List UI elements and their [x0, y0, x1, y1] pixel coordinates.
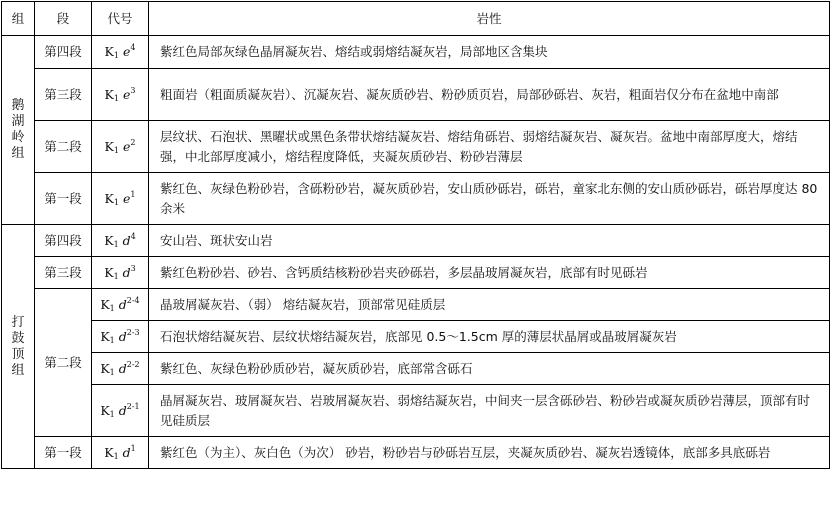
code-base: K: [100, 296, 110, 312]
code-sup: 4: [130, 43, 136, 52]
code-sup: 1: [130, 189, 136, 199]
section-cell: 第一段: [35, 437, 92, 469]
code-sup: 4: [130, 231, 136, 241]
code-letter: d: [122, 444, 131, 460]
code-sup: 1: [130, 443, 136, 453]
header-code: 代号: [92, 2, 149, 36]
lithology-cell: 安山岩、斑状安山岩: [149, 225, 830, 257]
code-base: K: [104, 264, 114, 280]
table-row: [2, 321, 830, 353]
code-letter: e: [122, 44, 131, 59]
group-name-char: 湖: [11, 114, 25, 129]
code-sub: 1: [109, 367, 115, 377]
code-sup: 3: [130, 263, 136, 273]
table-row: [2, 385, 830, 437]
code-cell: [92, 437, 149, 469]
lithology-cell: 紫红色局部灰绿色晶屑凝灰岩、熔结或弱熔结凝灰岩，局部地区含集块: [149, 36, 830, 69]
code-base: K: [104, 138, 114, 154]
lithology-cell: 晶玻屑凝灰岩、（弱） 熔结凝灰岩，顶部常见硅质层: [149, 289, 830, 321]
code-sub: 1: [113, 197, 119, 207]
lithology-cell: 紫红色、灰绿色粉砂岩，含砾粉砂岩，凝灰质砂岩，安山质砂砾岩，砾岩，童家北东侧的安山质砂砾岩，砾岩厚度达 80 余米: [149, 173, 830, 225]
code-sub: 1: [113, 451, 119, 461]
lithology-cell: 紫红色粉砂岩、砂岩、含钙质结核粉砂岩夹砂砾岩，多层晶玻屑凝灰岩，底部有时见砾岩: [149, 257, 830, 289]
section-cell: 第四段: [35, 36, 92, 69]
group-name-char: 鼓: [11, 330, 25, 346]
code-base: K: [100, 402, 110, 418]
code-cell: [92, 385, 149, 437]
code-letter: d: [122, 232, 131, 248]
section-cell: 第二段: [35, 289, 92, 437]
lithology-cell: 层纹状、石泡状、黑曜状或黑色条带状熔结凝灰岩、熔结角砾岩、弱熔结凝灰岩、凝灰岩。盆地中南部厚度大，熔结强，中北部厚度减小，熔结程度降低，夹凝灰质砂岩、粉砂岩薄层: [149, 121, 830, 173]
code-sub: 1: [113, 51, 119, 60]
code-cell: [92, 69, 149, 121]
lithology-cell: 石泡状熔结凝灰岩、层纹状熔结凝灰岩，底部见 0.5～1.5cm 厚的薄层状晶屑或晶玻屑凝灰岩: [149, 321, 830, 353]
group-name: [2, 315, 34, 379]
code-sup: 2-4: [126, 295, 140, 305]
code-sub: 1: [113, 93, 119, 103]
code-sub: 1: [109, 303, 115, 313]
group-name-char: 顶: [11, 346, 25, 362]
group-name: [2, 98, 34, 162]
section-cell: 第三段: [35, 257, 92, 289]
code-sup: 2: [130, 137, 136, 147]
group-cell: [2, 225, 35, 469]
header-group: 组: [2, 2, 35, 36]
code-letter: e: [122, 190, 131, 206]
code-sub: 1: [109, 335, 115, 345]
table-row: [2, 437, 830, 469]
code-base: K: [104, 444, 114, 460]
code-base: K: [104, 190, 114, 206]
code-base: K: [100, 360, 110, 376]
code-cell: [92, 257, 149, 289]
code-sup: 3: [130, 85, 136, 95]
table-row: [2, 173, 830, 225]
table-row: [2, 353, 830, 385]
code-sup: 2-1: [126, 401, 140, 411]
code-base: K: [104, 232, 114, 248]
lithology-cell: 紫红色（为主）、灰白色（为次） 砂岩，粉砂岩与砂砾岩互层，夹凝灰质砂岩、凝灰岩透镜体，底部多具底砾岩: [149, 437, 830, 469]
code-letter: d: [122, 264, 131, 280]
code-cell: [92, 173, 149, 225]
code-cell: [92, 121, 149, 173]
group-name-char: 打: [11, 314, 25, 330]
section-cell: 第二段: [35, 121, 92, 173]
stratigraphy-table: [1, 1, 830, 469]
table-row: [2, 69, 830, 121]
group-cell: [2, 36, 35, 225]
table-row: [2, 289, 830, 321]
table-row: [2, 36, 830, 69]
table-row: [2, 257, 830, 289]
table-row: [2, 121, 830, 173]
code-letter: d: [118, 360, 127, 376]
code-cell: [92, 36, 149, 69]
code-letter: d: [118, 402, 127, 418]
table-row: [2, 225, 830, 257]
code-sub: 1: [109, 409, 115, 419]
code-letter: e: [122, 86, 131, 102]
code-sup: 2-2: [126, 359, 140, 369]
code-base: K: [104, 86, 114, 102]
header-lithology: 岩性: [149, 2, 830, 36]
section-cell: 第三段: [35, 69, 92, 121]
code-base: K: [104, 44, 114, 59]
header-row: [2, 2, 830, 36]
code-sub: 1: [113, 239, 119, 249]
code-base: K: [100, 328, 110, 344]
code-cell: [92, 289, 149, 321]
lithology-cell: 粗面岩（粗面质凝灰岩）、沉凝灰岩、凝灰质砂岩、粉砂质页岩，局部砂砾岩、灰岩，粗面岩仅分布在盆地中南部: [149, 69, 830, 121]
code-letter: d: [118, 328, 127, 344]
code-sup: 2-3: [126, 327, 140, 337]
code-cell: [92, 321, 149, 353]
header-section: 段: [35, 2, 92, 36]
code-sub: 1: [113, 145, 119, 155]
section-cell: 第一段: [35, 173, 92, 225]
group-name-char: 岭: [11, 130, 25, 145]
code-sub: 1: [113, 271, 119, 281]
code-cell: [92, 353, 149, 385]
section-cell: 第四段: [35, 225, 92, 257]
group-name-char: 组: [11, 146, 25, 161]
code-letter: e: [122, 138, 131, 154]
code-cell: [92, 225, 149, 257]
lithology-cell: 晶屑凝灰岩、玻屑凝灰岩、岩玻屑凝灰岩、弱熔结凝灰岩，中间夹一层含砾砂岩、粉砂岩或凝灰质砂岩薄层，顶部有时见硅质层: [149, 385, 830, 437]
group-name-char: 组: [11, 362, 25, 378]
lithology-cell: 紫红色、灰绿色粉砂质砂岩，凝灰质砂岩，底部常含砾石: [149, 353, 830, 385]
code-letter: d: [118, 296, 127, 312]
group-name-char: 鹅: [11, 98, 25, 113]
